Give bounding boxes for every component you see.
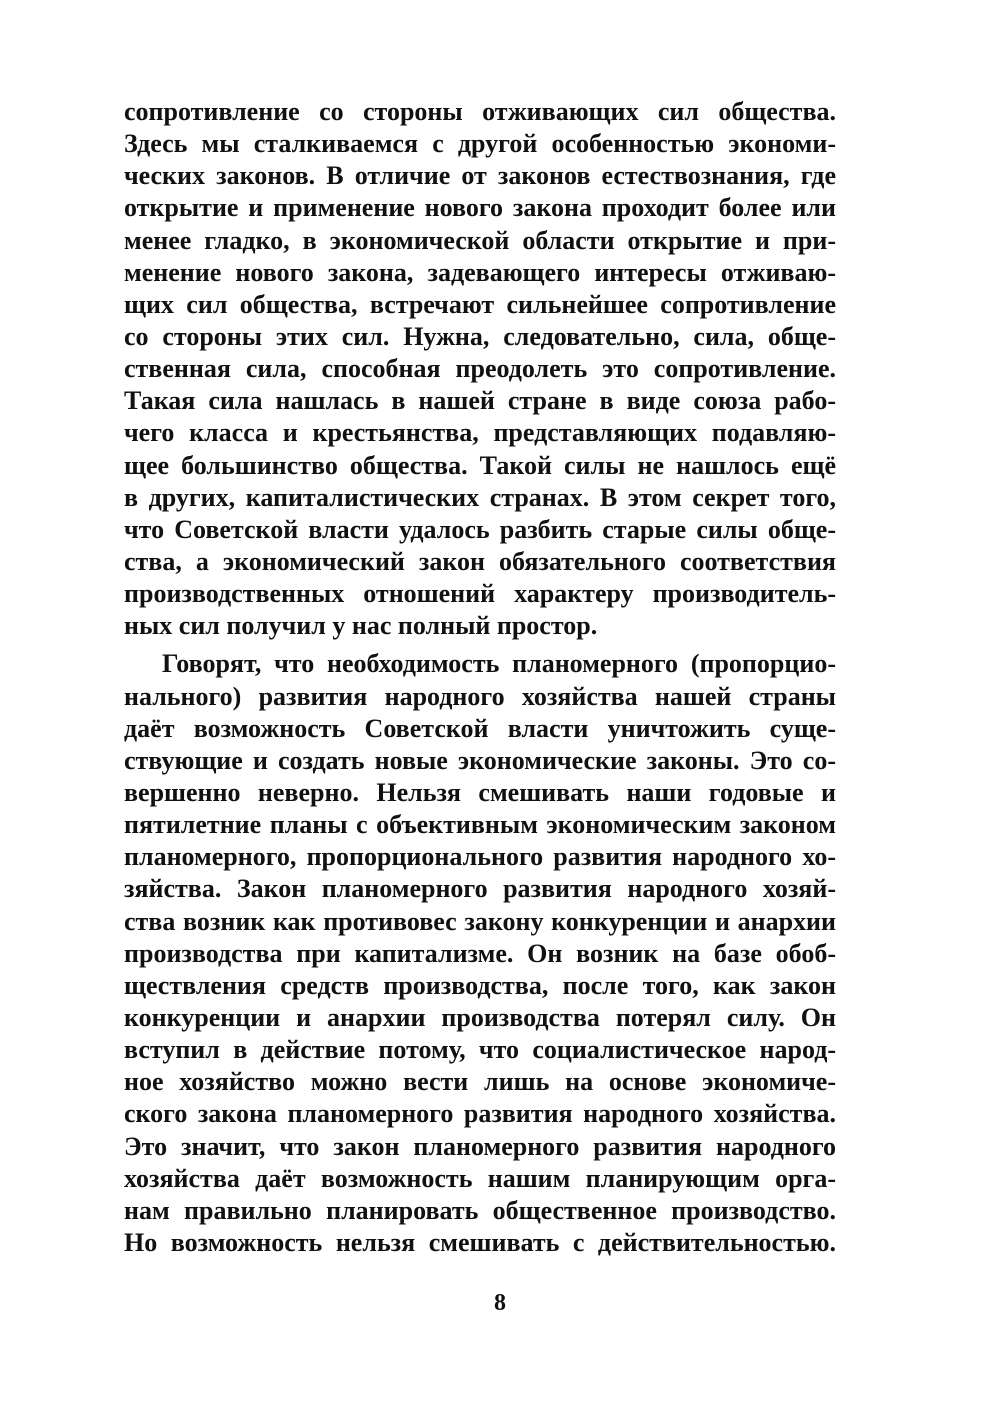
text-line: пятилетние планы с объективным экономическим законом bbox=[124, 810, 836, 840]
text-line: щее большинство общества. Такой силы не нашлось ещё bbox=[124, 450, 836, 480]
paragraph-2 bbox=[124, 648, 836, 1259]
page-text bbox=[124, 96, 836, 1259]
text-line: щих сил общества, встречают сильнейшее сопротивление bbox=[124, 289, 836, 319]
text-line: чего класса и крестьянства, представляющих подавляю- bbox=[124, 418, 836, 448]
text-line: Но возможность нельзя смешивать с действительностью. bbox=[124, 1227, 836, 1257]
text-line: нального) развития народного хозяйства нашей страны bbox=[124, 681, 836, 711]
text-line: производственных отношений характеру производитель- bbox=[124, 579, 836, 609]
text-line: нам правильно планировать общественное производство. bbox=[124, 1195, 836, 1225]
text-line: ского закона планомерного развития народного хозяйства. bbox=[124, 1099, 836, 1129]
text-line: ное хозяйство можно вести лишь на основе экономиче- bbox=[124, 1067, 836, 1097]
text-line: конкуренции и анархии производства потерял силу. Он bbox=[124, 1002, 836, 1032]
text-line: ственная сила, способная преодолеть это сопротивление. bbox=[124, 354, 836, 384]
text-line: ства возник как противовес закону конкуренции и анархии bbox=[124, 906, 836, 936]
text-line: планомерного, пропорционального развития народного хо- bbox=[124, 842, 836, 872]
text-line: ческих законов. В отличие от законов естествознания, где bbox=[124, 161, 836, 191]
text-line: Это значит, что закон планомерного развития народного bbox=[124, 1131, 836, 1161]
text-line: ществления средств производства, после того, как закон bbox=[124, 970, 836, 1000]
text-line: менее гладко, в экономической области открытие и при- bbox=[124, 225, 836, 255]
page-number: 8 bbox=[494, 1290, 506, 1316]
text-line: менение нового закона, задевающего интересы отживаю- bbox=[124, 257, 836, 287]
text-line: ных сил получил у нас полный простор. bbox=[124, 611, 598, 641]
text-line: зяйства. Закон планомерного развития народного хозяй- bbox=[124, 874, 836, 904]
text-line: Такая сила нашлась в нашей стране в виде союза рабо- bbox=[124, 386, 836, 416]
text-line: ствующие и создать новые экономические законы. Это со- bbox=[124, 745, 836, 775]
text-line: вступил в действие потому, что социалистическое народ- bbox=[124, 1035, 836, 1065]
text-line: производства при капитализме. Он возник на базе обоб- bbox=[124, 938, 836, 968]
text-line: со стороны этих сил. Нужна, следовательно, сила, обще- bbox=[124, 321, 836, 351]
text-line: что Советской власти удалось разбить старые силы обще- bbox=[124, 514, 836, 544]
paragraph-1 bbox=[124, 96, 836, 642]
text-line: Здесь мы сталкиваемся с другой особенностью экономи- bbox=[124, 129, 836, 159]
text-line: хозяйства даёт возможность нашим планирующим орга- bbox=[124, 1163, 836, 1193]
text-line: в других, капиталистических странах. В этом секрет того, bbox=[124, 482, 836, 512]
text-line: даёт возможность Советской власти уничтожить суще- bbox=[124, 713, 836, 743]
text-line: Говорят, что необходимость планомерного (пропорцио- bbox=[162, 649, 836, 679]
text-line: сопротивление со стороны отживающих сил общества. bbox=[124, 97, 836, 126]
text-line: вершенно неверно. Нельзя смешивать наши годовые и bbox=[124, 777, 836, 807]
text-line: открытие и применение нового закона проходит более или bbox=[124, 193, 836, 223]
text-line: ства, а экономический закон обязательного соответствия bbox=[124, 546, 836, 576]
